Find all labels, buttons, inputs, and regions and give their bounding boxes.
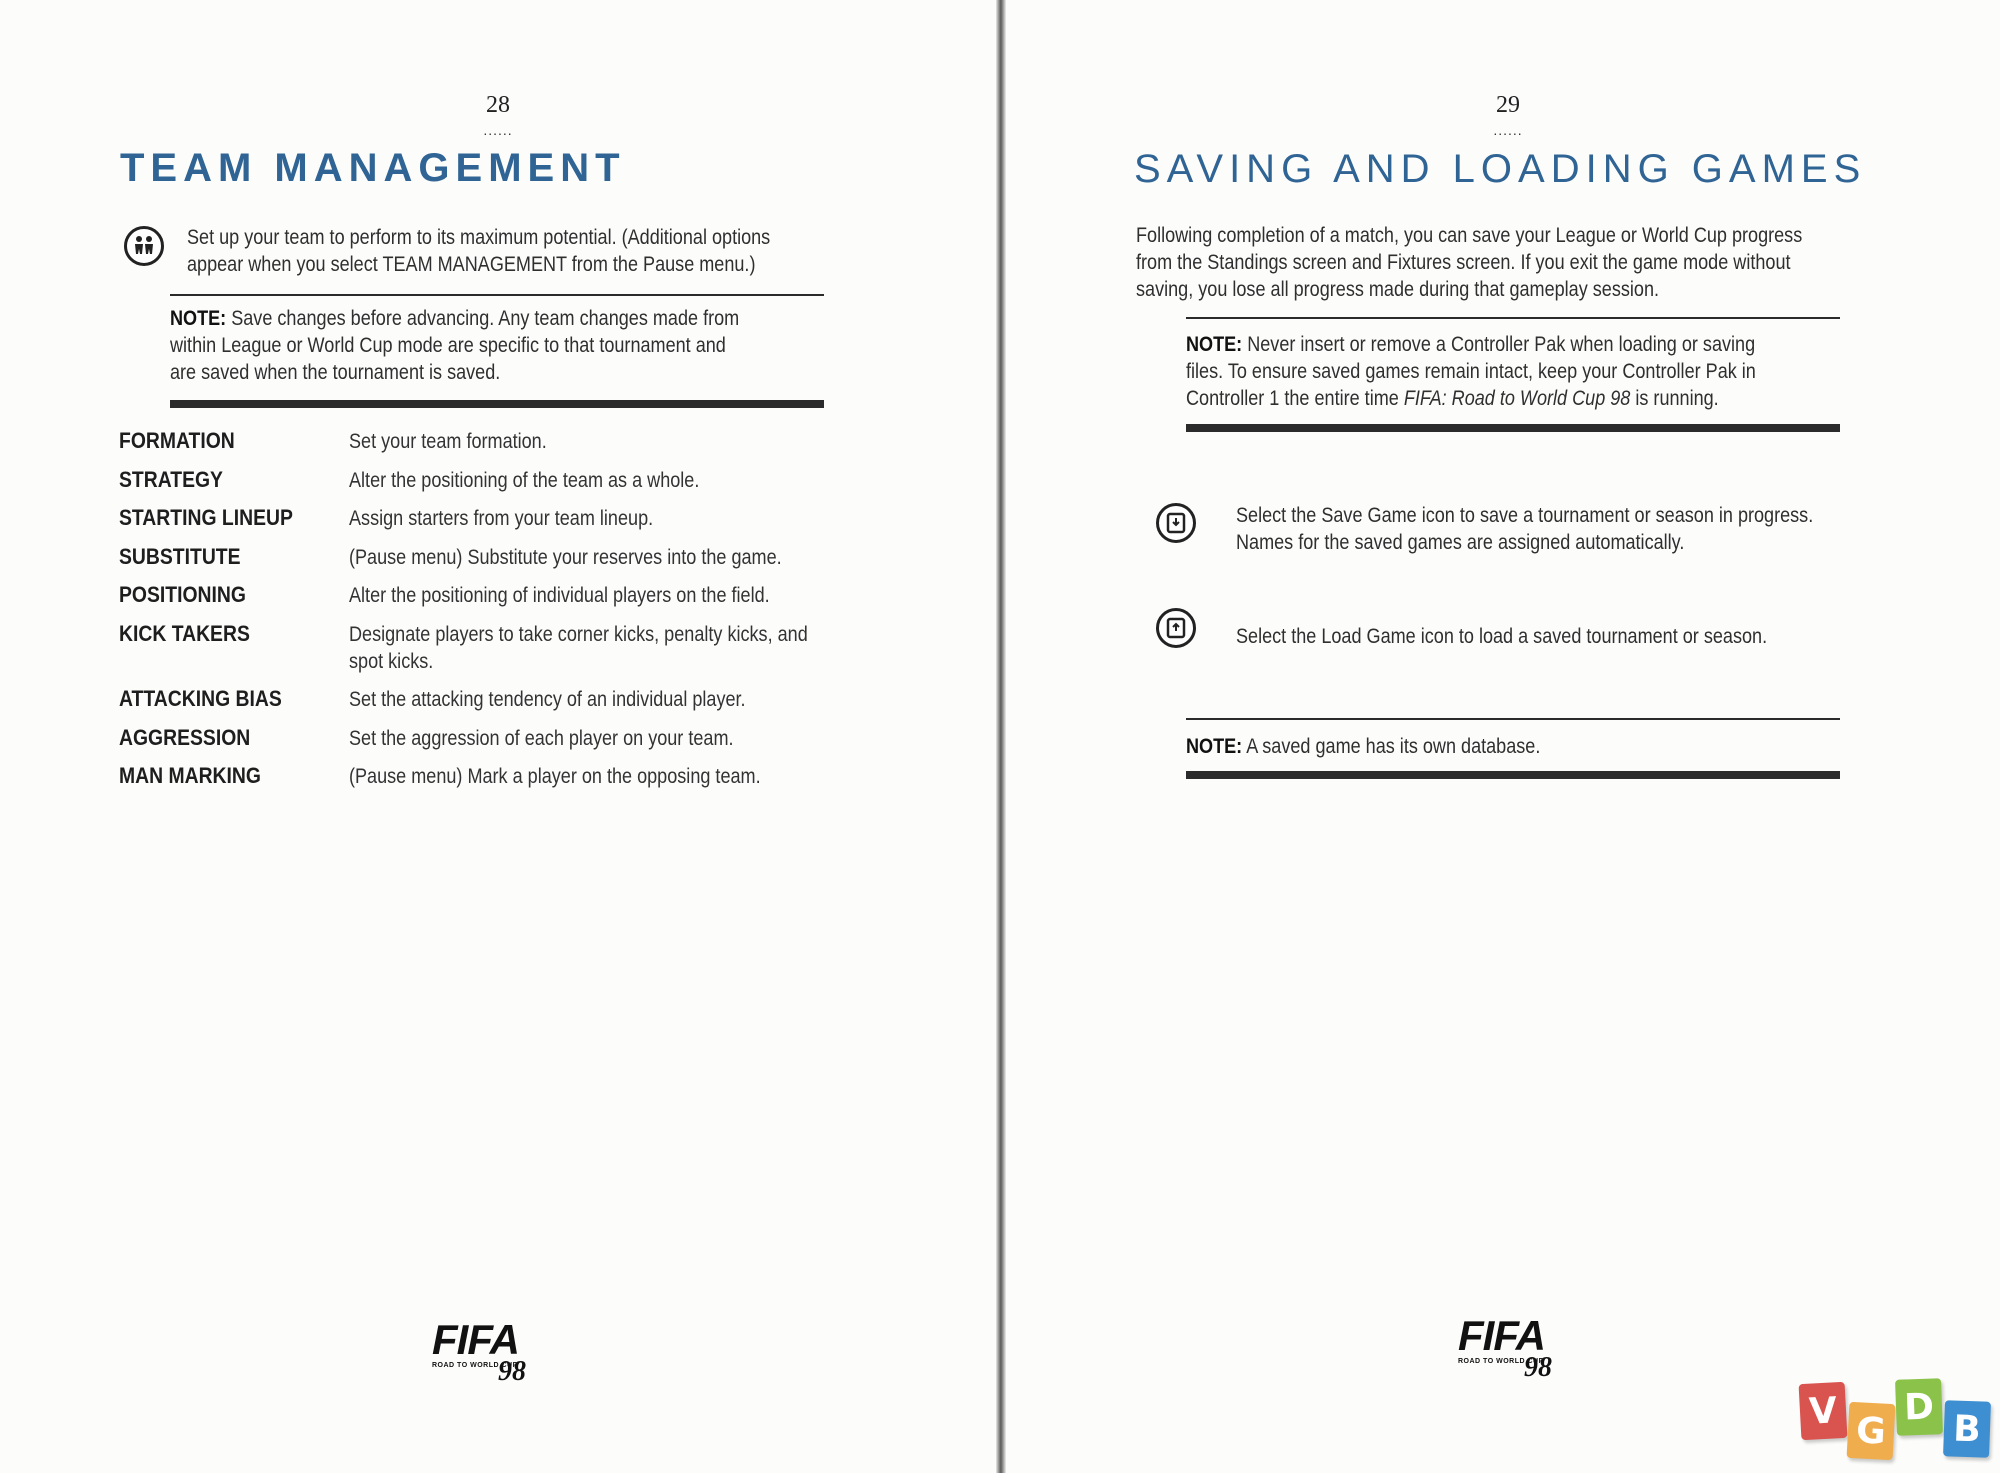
fifa-logo <box>432 1316 552 1386</box>
note-line-2: files. To ensure saved games remain intact, keep your Controller Pak in <box>1186 360 1756 383</box>
intro-line-2: appear when you select TEAM MANAGEMENT from the Pause menu.) <box>187 253 756 276</box>
team-management-icon <box>124 226 164 266</box>
option-description: spot kicks. <box>349 650 434 673</box>
vgdb-tile-b: B <box>1943 1400 1991 1458</box>
intro-line-3: saving, you lose all progress made during that gameplay session. <box>1136 278 1660 301</box>
intro-line-1: Set up your team to perform to its maximum potential. (Additional options <box>187 226 771 249</box>
note-bottom-rule <box>170 400 824 408</box>
option-name: STARTING LINEUP <box>119 505 293 530</box>
note2-text: A saved game has its own database. <box>1242 735 1541 758</box>
fifa-logo-sub: ROAD TO WORLD CUP <box>432 1362 518 1369</box>
vgdb-watermark <box>1800 1373 2000 1473</box>
vgdb-tile-d: D <box>1895 1378 1943 1436</box>
note2-bottom-rule <box>1186 771 1840 779</box>
note-line-3: are saved when the tournament is saved. <box>170 361 501 384</box>
load-line-1: Select the Load Game icon to load a saved tournament or season. <box>1236 625 1768 648</box>
note-text: Never insert or remove a Controller Pak when loading or saving <box>1242 333 1756 356</box>
fifa-logo-word: FIFA <box>432 1316 519 1363</box>
option-name: POSITIONING <box>119 582 246 607</box>
note-line-2: within League or World Cup mode are specific to that tournament and <box>170 334 726 357</box>
page-number-dots: ...... <box>483 122 513 138</box>
load-icon-glyph <box>1164 616 1188 640</box>
save-icon-glyph <box>1164 511 1188 535</box>
game-title: FIFA: Road to World Cup 98 <box>1403 387 1631 410</box>
page-title: SAVING AND LOADING GAMES <box>1134 147 1867 191</box>
fifa-logo <box>1458 1312 1578 1382</box>
option-name: AGGRESSION <box>119 725 251 750</box>
fifa-logo-sub: ROAD TO WORLD CUP <box>1458 1358 1544 1365</box>
option-name: KICK TAKERS <box>119 621 250 646</box>
option-description: Alter the positioning of the team as a whole. <box>349 469 700 492</box>
option-name: ATTACKING BIAS <box>119 686 282 711</box>
save-line-2: Names for the saved games are assigned automatically. <box>1236 531 1685 554</box>
fifa-logo-num: 98 <box>1524 1352 1552 1383</box>
option-description: Designate players to take corner kicks, penalty kicks, and <box>349 623 808 646</box>
option-name: SUBSTITUTE <box>119 544 241 569</box>
note-top-rule <box>1186 317 1840 319</box>
option-description: (Pause menu) Mark a player on the opposing team. <box>349 765 761 788</box>
note2-top-rule <box>1186 718 1840 720</box>
right-page <box>1006 0 2000 1473</box>
load-game-icon <box>1156 608 1196 648</box>
option-description: Set your team formation. <box>349 430 547 453</box>
note-text: Controller 1 the entire time <box>1186 387 1404 410</box>
save-game-icon <box>1156 503 1196 543</box>
page-number-dots: ...... <box>1493 122 1523 138</box>
note2-label: NOTE: <box>1186 735 1243 758</box>
note-line-1 <box>170 305 739 332</box>
option-description: Set the attacking tendency of an individual player. <box>349 688 746 711</box>
note-line-3 <box>1186 385 1719 412</box>
option-name: STRATEGY <box>119 467 223 492</box>
save-line-1: Select the Save Game icon to save a tournament or season in progress. <box>1236 504 1814 527</box>
note2-line <box>1186 733 1540 760</box>
vgdb-tile-v: V <box>1799 1382 1848 1440</box>
note-label: NOTE: <box>170 307 227 330</box>
team-icon-glyph <box>130 232 158 260</box>
fifa-logo-num: 98 <box>498 1356 526 1387</box>
vgdb-tile-g: G <box>1847 1402 1896 1460</box>
option-description: Alter the positioning of individual players on the field. <box>349 584 770 607</box>
fifa-logo-word: FIFA <box>1458 1312 1545 1359</box>
note-line-1 <box>1186 331 1755 358</box>
page-number: 29 <box>1496 92 1520 118</box>
page-number: 28 <box>486 92 510 118</box>
note-text: Save changes before advancing. Any team changes made from <box>226 307 740 330</box>
option-name: MAN MARKING <box>119 763 261 788</box>
note-bottom-rule <box>1186 424 1840 432</box>
note-label: NOTE: <box>1186 333 1243 356</box>
note-top-rule <box>170 294 824 296</box>
note-text-end: is running. <box>1630 387 1719 410</box>
option-name: FORMATION <box>119 428 235 453</box>
intro-line-2: from the Standings screen and Fixtures screen. If you exit the game mode without <box>1136 251 1791 274</box>
page-title: TEAM MANAGEMENT <box>120 146 626 190</box>
book-spine <box>996 0 1006 1473</box>
option-description: Set the aggression of each player on your team. <box>349 727 734 750</box>
intro-line-1: Following completion of a match, you can save your League or World Cup progress <box>1136 224 1803 247</box>
option-description: (Pause menu) Substitute your reserves into the game. <box>349 546 782 569</box>
option-description: Assign starters from your team lineup. <box>349 507 654 530</box>
